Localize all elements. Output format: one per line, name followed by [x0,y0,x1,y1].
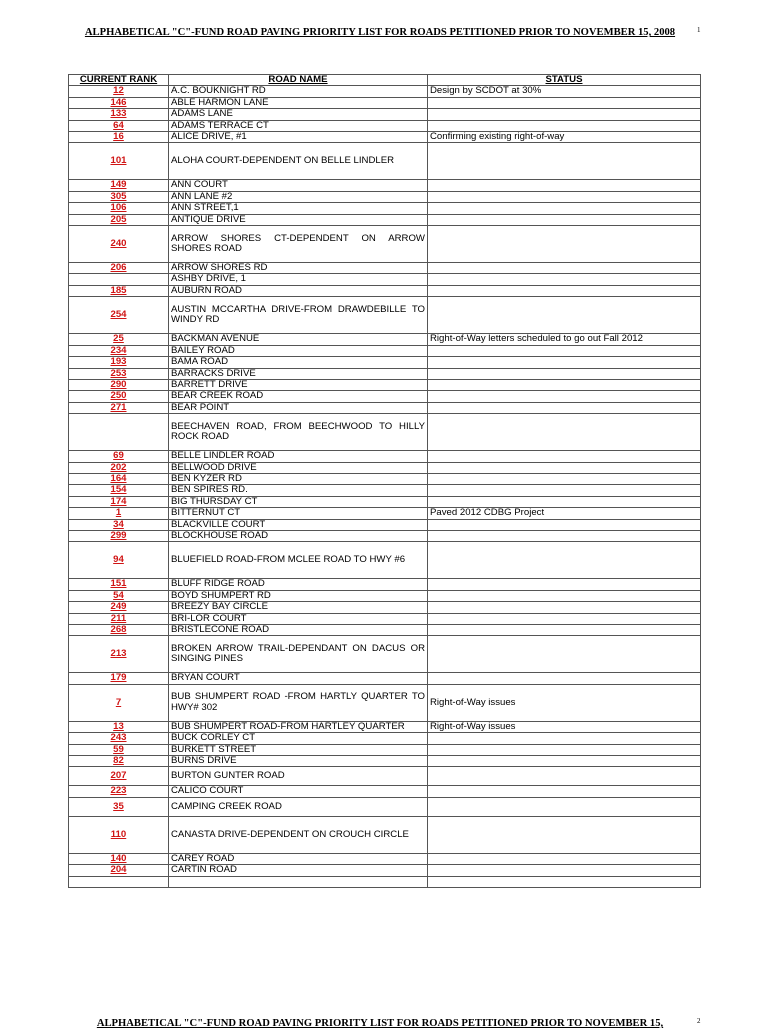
table-row [69,636,701,673]
table-row [69,530,701,541]
road-name-cell: BARRETT DRIVE [169,379,428,390]
table-row [69,120,701,131]
table-row [69,519,701,530]
table-header-row [69,75,701,86]
status-cell [428,797,701,816]
rank-cell: 223 [69,786,169,797]
status-cell [428,263,701,274]
road-name-cell: BLACKVILLE COURT [169,519,428,530]
rank-cell: 213 [69,636,169,673]
road-name-cell: CANASTA DRIVE-DEPENDENT ON CROUCH CIRCLE [169,816,428,853]
status-cell [428,519,701,530]
table-row [69,391,701,402]
table-row [69,590,701,601]
status-cell [428,191,701,202]
status-cell [428,285,701,296]
road-name-cell: BUB SHUMPERT ROAD-FROM HARTLEY QUARTER [169,721,428,732]
status-cell [428,274,701,285]
status-cell [428,744,701,755]
document-title: ALPHABETICAL "C"-FUND ROAD PAVING PRIORITY LIST FOR ROADS PETITIONED PRIOR TO NOVEMBER 15, 2008 [84,27,676,38]
rank-cell: 243 [69,733,169,744]
rank-cell: 133 [69,109,169,120]
rank-cell: 206 [69,263,169,274]
rank-cell: 64 [69,120,169,131]
table-row [69,274,701,285]
rank-cell: 253 [69,368,169,379]
status-cell [428,865,701,876]
status-cell [428,786,701,797]
table-row [69,414,701,451]
road-name-cell: ASHBY DRIVE, 1 [169,274,428,285]
road-name-cell: CARTIN ROAD [169,865,428,876]
table-row [69,86,701,97]
road-name-cell: BRYAN COURT [169,673,428,684]
rank-cell: 16 [69,132,169,143]
road-name-cell: BLUEFIELD ROAD-FROM MCLEE ROAD TO HWY #6 [169,542,428,579]
next-page-number: 2 [697,1017,701,1025]
table-row [69,357,701,368]
table-row [69,767,701,786]
status-cell [428,297,701,334]
road-name-cell: ANN LANE #2 [169,191,428,202]
table-row [69,744,701,755]
status-cell [428,214,701,225]
rank-cell: 35 [69,797,169,816]
header-current-rank: CURRENT RANK [69,75,169,86]
road-name-cell: BLUFF RIDGE ROAD [169,579,428,590]
status-cell [428,368,701,379]
rank-cell: 151 [69,579,169,590]
table-row [69,853,701,864]
road-name-cell: A.C. BOUKNIGHT RD [169,86,428,97]
status-cell [428,109,701,120]
rank-cell: 69 [69,451,169,462]
table-row [69,865,701,876]
road-name-cell: ANN STREET,1 [169,203,428,214]
road-name-cell: AUSTIN MCCARTHA DRIVE-FROM DRAWDEBILLE TO WINDY RD [169,297,428,334]
road-name-cell: BELLE LINDLER ROAD [169,451,428,462]
rank-cell: 290 [69,379,169,390]
table-row [69,203,701,214]
status-cell [428,613,701,624]
road-name-cell: BURNS DRIVE [169,756,428,767]
table-row [69,786,701,797]
rank-cell [69,274,169,285]
rank-cell: 59 [69,744,169,755]
rank-cell: 12 [69,86,169,97]
road-name-cell: ANN COURT [169,180,428,191]
status-cell [428,767,701,786]
rank-cell: 82 [69,756,169,767]
road-name-cell [169,876,428,887]
road-name-cell: BUB SHUMPERT ROAD -FROM HARTLY QUARTER TO HWY# 302 [169,684,428,721]
table-row [69,191,701,202]
rank-cell: 205 [69,214,169,225]
status-cell [428,203,701,214]
status-cell [428,345,701,356]
rank-cell: 101 [69,143,169,180]
road-name-cell: BRISTLECONE ROAD [169,625,428,636]
table-row [69,876,701,887]
road-name-cell: ARROW SHORES CT-DEPENDENT ON ARROW SHORES ROAD [169,226,428,263]
rank-cell: 207 [69,767,169,786]
road-name-cell: BITTERNUT CT [169,508,428,519]
road-name-cell: ARROW SHORES RD [169,263,428,274]
rank-cell: 140 [69,853,169,864]
rank-cell: 249 [69,602,169,613]
rank-cell: 271 [69,402,169,413]
table-row [69,368,701,379]
table-row [69,684,701,721]
road-name-cell: ADAMS LANE [169,109,428,120]
table-row [69,226,701,263]
rank-cell: 299 [69,530,169,541]
status-cell [428,530,701,541]
table-row [69,542,701,579]
road-name-cell: BLOCKHOUSE ROAD [169,530,428,541]
status-cell [428,853,701,864]
road-name-cell: BACKMAN AVENUE [169,334,428,345]
header-road-name: ROAD NAME [169,75,428,86]
status-cell [428,816,701,853]
rank-cell: 7 [69,684,169,721]
rank-cell: 204 [69,865,169,876]
rank-cell: 211 [69,613,169,624]
status-cell [428,625,701,636]
table-row [69,797,701,816]
road-name-cell: BARRACKS DRIVE [169,368,428,379]
road-name-cell: BOYD SHUMPERT RD [169,590,428,601]
rank-cell: 193 [69,357,169,368]
table-row [69,345,701,356]
table-row [69,462,701,473]
table-row [69,485,701,496]
rank-cell: 146 [69,97,169,108]
table-row [69,756,701,767]
road-name-cell: BIG THURSDAY CT [169,496,428,507]
road-name-cell: ALICE DRIVE, #1 [169,132,428,143]
next-page-title: ALPHABETICAL "C"-FUND ROAD PAVING PRIORITY LIST FOR ROADS PETITIONED PRIOR TO NOVEMBER 15, [96,1018,664,1029]
rank-cell: 179 [69,673,169,684]
table-row [69,579,701,590]
table-row [69,673,701,684]
table-row [69,473,701,484]
table-row [69,451,701,462]
road-name-cell: CAMPING CREEK ROAD [169,797,428,816]
status-cell [428,673,701,684]
status-cell [428,473,701,484]
rank-cell: 202 [69,462,169,473]
road-name-cell: ABLE HARMON LANE [169,97,428,108]
table-row [69,285,701,296]
table-row [69,379,701,390]
road-name-cell: BURKETT STREET [169,744,428,755]
status-cell [428,357,701,368]
status-cell [428,226,701,263]
table-row [69,263,701,274]
road-name-cell: BEAR CREEK ROAD [169,391,428,402]
rank-cell: 94 [69,542,169,579]
table-row [69,334,701,345]
status-cell: Paved 2012 CDBG Project [428,508,701,519]
status-cell [428,120,701,131]
rank-cell [69,414,169,451]
status-cell: Right-of-Way letters scheduled to go out Fall 2012 [428,334,701,345]
rank-cell: 1 [69,508,169,519]
status-cell [428,391,701,402]
rank-cell: 174 [69,496,169,507]
status-cell [428,402,701,413]
table-row [69,180,701,191]
rank-cell: 305 [69,191,169,202]
status-cell [428,590,701,601]
road-name-cell: BEAR POINT [169,402,428,413]
rank-cell: 254 [69,297,169,334]
table-row [69,733,701,744]
road-name-cell: ADAMS TERRACE CT [169,120,428,131]
road-name-cell: BEN KYZER RD [169,473,428,484]
rank-cell: 250 [69,391,169,402]
rank-cell: 154 [69,485,169,496]
road-name-cell: CAREY ROAD [169,853,428,864]
rank-cell: 149 [69,180,169,191]
table-row [69,721,701,732]
road-name-cell: AUBURN ROAD [169,285,428,296]
table-row [69,143,701,180]
status-cell: Right-of-Way issues [428,721,701,732]
status-cell [428,579,701,590]
status-cell [428,756,701,767]
table-row [69,625,701,636]
status-cell [428,485,701,496]
table-row [69,496,701,507]
rank-cell: 106 [69,203,169,214]
road-name-cell: BROKEN ARROW TRAIL-DEPENDANT ON DACUS OR SINGING PINES [169,636,428,673]
rank-cell: 268 [69,625,169,636]
road-name-cell: BURTON GUNTER ROAD [169,767,428,786]
rank-cell: 25 [69,334,169,345]
status-cell [428,496,701,507]
table-row [69,508,701,519]
status-cell [428,462,701,473]
rank-cell: 54 [69,590,169,601]
road-priority-table [68,74,701,888]
road-name-cell: CALICO COURT [169,786,428,797]
table-row [69,816,701,853]
table-row [69,602,701,613]
table-row [69,613,701,624]
status-cell [428,180,701,191]
table-row [69,214,701,225]
rank-cell: 110 [69,816,169,853]
table-row [69,97,701,108]
status-cell [428,733,701,744]
status-cell [428,876,701,887]
road-name-cell: BUCK CORLEY CT [169,733,428,744]
road-name-cell: BEN SPIRES RD. [169,485,428,496]
road-name-cell: BELLWOOD DRIVE [169,462,428,473]
status-cell [428,379,701,390]
rank-cell: 13 [69,721,169,732]
status-cell [428,97,701,108]
road-name-cell: BREEZY BAY CIRCLE [169,602,428,613]
rank-cell: 234 [69,345,169,356]
rank-cell: 240 [69,226,169,263]
rank-cell [69,876,169,887]
table-row [69,132,701,143]
status-cell: Confirming existing right-of-way [428,132,701,143]
header-status: STATUS [428,75,701,86]
status-cell [428,451,701,462]
road-name-cell: ANTIQUE DRIVE [169,214,428,225]
table-row [69,402,701,413]
status-cell: Right-of-Way issues [428,684,701,721]
road-name-cell: BEECHAVEN ROAD, FROM BEECHWOOD TO HILLY ROCK ROAD [169,414,428,451]
page-number: 1 [697,26,701,34]
status-cell: Design by SCDOT at 30% [428,86,701,97]
road-name-cell: BAMA ROAD [169,357,428,368]
road-name-cell: ALOHA COURT-DEPENDENT ON BELLE LINDLER [169,143,428,180]
status-cell [428,602,701,613]
rank-cell: 164 [69,473,169,484]
rank-cell: 185 [69,285,169,296]
status-cell [428,636,701,673]
table-row [69,109,701,120]
status-cell [428,414,701,451]
table-row [69,297,701,334]
road-name-cell: BAILEY ROAD [169,345,428,356]
status-cell [428,542,701,579]
rank-cell: 34 [69,519,169,530]
road-name-cell: BRI-LOR COURT [169,613,428,624]
status-cell [428,143,701,180]
